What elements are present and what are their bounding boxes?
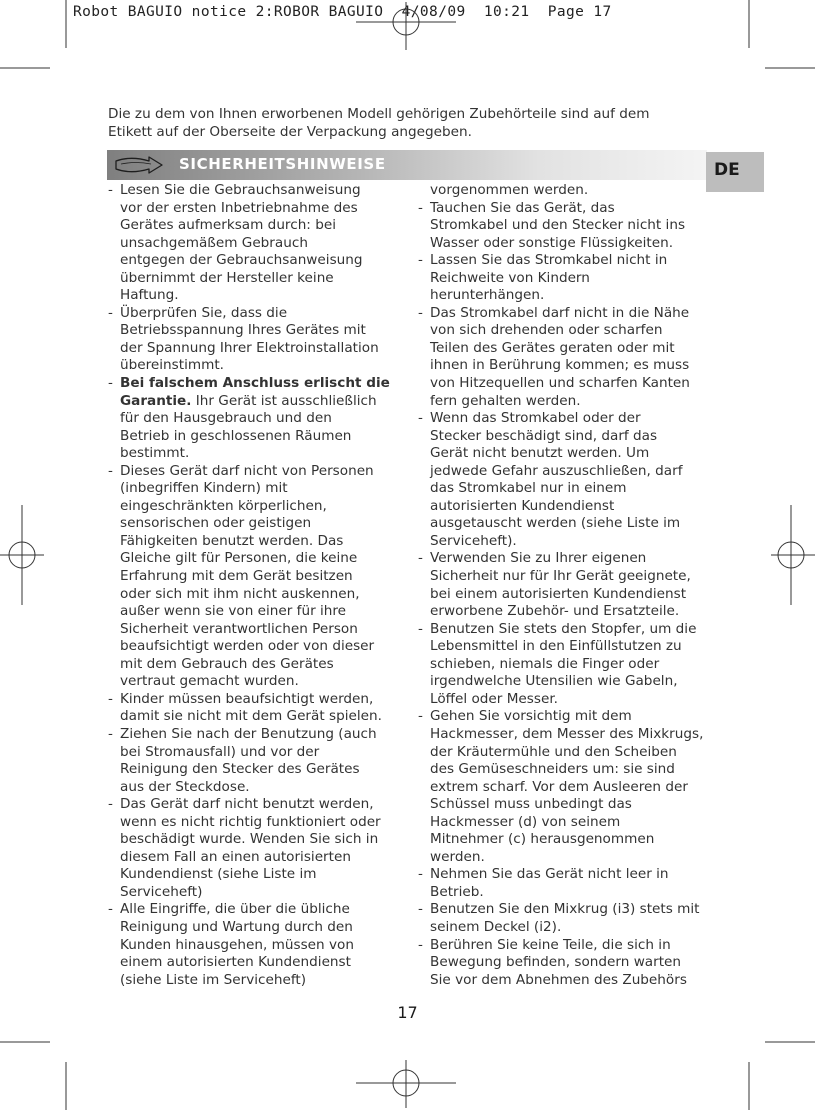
registration-mark-bottom bbox=[356, 1060, 456, 1108]
bullet-dash: - bbox=[418, 550, 423, 567]
bullet-dash: - bbox=[418, 252, 423, 269]
bullet-dash: - bbox=[108, 725, 113, 742]
bullet-dash: - bbox=[108, 375, 113, 392]
safety-item: - Ziehen Sie nach der Benutzung (auch bei Stromausfall) und vor der Reinigung den Stecker des Gerätes aus der Steckdose. bbox=[108, 725, 377, 795]
page-number: 17 bbox=[397, 1003, 418, 1022]
bullet-dash: - bbox=[418, 304, 423, 321]
safety-item: - Kinder müssen beaufsichtigt werden, damit sie nicht mit dem Gerät spielen. bbox=[108, 690, 382, 725]
bullet-dash: - bbox=[418, 199, 423, 216]
safety-item: - Lassen Sie das Stromkabel nicht in Reichweite von Kindern herunterhängen. bbox=[418, 252, 668, 304]
bullet-dash: - bbox=[108, 462, 113, 479]
bullet-dash: - bbox=[418, 866, 423, 883]
bullet-dash: - bbox=[418, 708, 423, 725]
safety-item: - Das Gerät darf nicht benutzt werden, wenn es nicht richtig funktioniert oder beschädigt wurde. Wenden Sie sich in diesem Fall an einen autorisierten Kundendienst (siehe Liste im Serviceheft) bbox=[108, 796, 381, 900]
section-title: SICHERHEITSHINWEISE bbox=[179, 155, 386, 173]
registration-mark-top bbox=[356, 2, 456, 50]
safety-item: - Wenn das Stromkabel oder der Stecker beschädigt sind, darf das Gerät nicht benutzt werden. Um jedwede Gefahr auszuschließen, darf das Stromkabel nur in einem autorisierten Kundendienst ausgetauscht werden (siehe Liste im Serviceheft). bbox=[418, 410, 683, 549]
safety-item: - Lesen Sie die Gebrauchsanweisung vor der ersten Inbetriebnahme des Gerätes aufmerksam durch: bei unsachgemäßem Gebrauch entgegen der Gebrauchsanweisung übernimmt der Hersteller keine Haftung. bbox=[108, 182, 363, 304]
safety-item: - Benutzen Sie den Mixkrug (i3) stets mit seinem Deckel (i2). bbox=[418, 901, 700, 935]
safety-item-warranty: - Bei falschem Anschluss erlischt die Garantie. Ihr Gerät ist ausschließlich für den Hausgebrauch und den Betrieb in geschlossenen Räumen bestimmt. bbox=[108, 375, 390, 462]
safety-item: - Dieses Gerät darf nicht von Personen (inbegriffen Kindern) mit eingeschränkten körperlichen, sensorischen oder geistigen Fähigkeiten benutzt werden. Das Gleiche gilt für Personen, die keine Erfahrung mit dem Gerät besitzen oder sich mit ihm nicht auskennen, außer wenn sie von einer für ihre Sicherheit verantwortlichen Person beaufsichtigt werden oder von dieser mit dem Gebrauch des Gerätes vertraut gemacht wurden. bbox=[108, 462, 375, 690]
bullet-dash: - bbox=[108, 796, 113, 813]
language-tab bbox=[706, 152, 764, 192]
bullet-dash: - bbox=[108, 304, 113, 321]
bullet-dash: - bbox=[418, 901, 423, 918]
language-code: DE bbox=[714, 160, 740, 180]
safety-column-right bbox=[418, 182, 714, 989]
safety-item: - Benutzen Sie stets den Stopfer, um die Lebensmittel in den Einfüllstutzen zu schieben, niemals die Finger oder irgendwelche Utensilien wie Gabeln, Löffel oder Messer. bbox=[418, 620, 697, 707]
safety-item: - Verwenden Sie zu Ihrer eigenen Sicherheit nur für Ihr Gerät geeignete, bei einem autorisierten Kundendienst erworbene Zubehör- und Ersatzteile. bbox=[418, 550, 691, 620]
section-header-bar bbox=[107, 150, 707, 180]
warranty-warning-bold: Garantie. bbox=[120, 392, 192, 409]
registration-mark-left bbox=[0, 505, 44, 605]
safety-column-left bbox=[108, 182, 398, 989]
safety-item: - Gehen Sie vorsichtig mit dem Hackmesser, dem Messer des Mixkrugs, der Kräutermühle und den Scheiben des Gemüseschneiders um: sie sind extrem scharf. Vor dem Ausleeren der Schüssel muss unbedingt das Hackmesser (d) von seinem Mitnehmer (c) herausgenommen werden. bbox=[418, 708, 704, 865]
bullet-dash: - bbox=[418, 620, 423, 637]
bullet-dash: - bbox=[108, 690, 113, 707]
continued-text: vorgenommen werden. bbox=[430, 182, 589, 198]
safety-item: - Nehmen Sie das Gerät nicht leer in Betrieb. bbox=[418, 866, 669, 900]
arrow-pointer-icon bbox=[113, 154, 165, 176]
safety-item: - Berühren Sie keine Teile, die sich in Bewegung befinden, sondern warten Sie vor dem Abnehmen des Zubehörs bbox=[418, 936, 687, 988]
bullet-dash: - bbox=[108, 901, 113, 918]
bullet-dash: - bbox=[418, 410, 423, 427]
safety-item: - Tauchen Sie das Gerät, das Stromkabel und den Stecker nicht ins Wasser oder sonstige Flüssigkeiten. bbox=[418, 199, 686, 251]
intro-paragraph: Die zu dem von Ihnen erworbenen Modell gehörigen Zubehörteile sind auf dem Etikett auf der Oberseite der Verpackung angegeben. bbox=[108, 106, 650, 140]
safety-item: - Alle Eingriffe, die über die übliche Reinigung und Wartung durch den Kunden hinausgehen, müssen von einem autorisierten Kundendienst (siehe Liste im Serviceheft) bbox=[108, 901, 354, 988]
bullet-dash: - bbox=[418, 936, 423, 953]
bullet-dash: - bbox=[108, 182, 113, 198]
warranty-warning-bold: Bei falschem Anschluss erlischt die bbox=[120, 375, 390, 392]
safety-item: - Überprüfen Sie, dass die Betriebsspannung Ihres Gerätes mit der Spannung Ihrer Elektroinstallation übereinstimmt. bbox=[108, 304, 379, 374]
safety-item: - Das Stromkabel darf nicht in die Nähe von sich drehenden oder scharfen Teilen des Gerätes geraten oder mit ihnen in Berührung kommen; es muss von Hitzequellen und scharfen Kanten fern gehalten werden. bbox=[418, 304, 690, 409]
print-slug-header: Robot BAGUIO notice 2:ROBOR BAGUIO 4/08/09 10:21 Page 17 bbox=[73, 4, 612, 20]
registration-mark-right bbox=[771, 505, 815, 605]
